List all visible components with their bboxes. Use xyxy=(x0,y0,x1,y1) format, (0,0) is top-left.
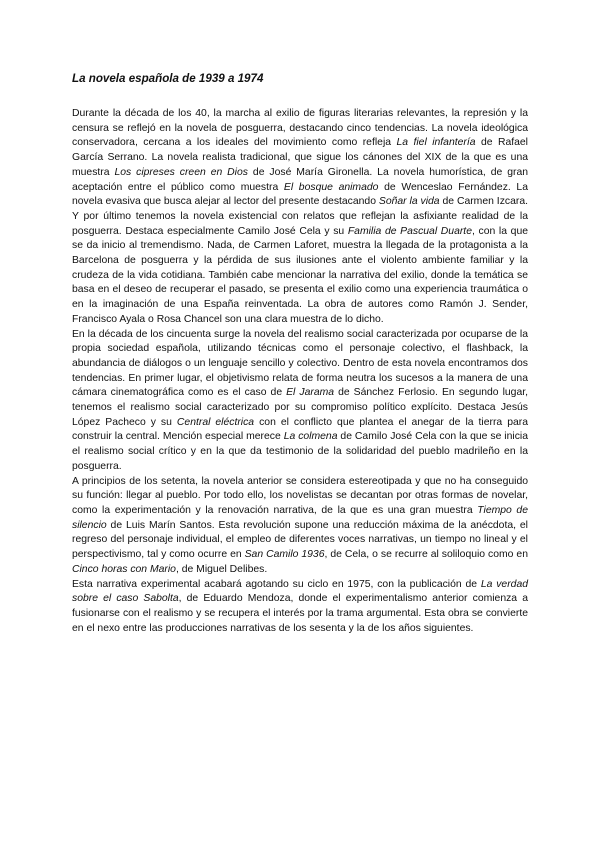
work-title: Los cipreses creen en Dios xyxy=(114,166,248,178)
paragraph xyxy=(72,328,528,475)
work-title: San Camilo 1936 xyxy=(244,549,325,561)
work-title: La fiel infantería xyxy=(396,137,476,149)
paragraph xyxy=(72,578,528,637)
text-run: , de Eduardo Mendoza, donde el experimentalismo anterior comienza a fusionarse con el realismo y se recupera el interés por la trama argumental. Esta obra se convierte en el nexo entre las producciones narrativas de los sesenta y la de los años siguientes. xyxy=(72,593,528,634)
text-run: , de Cela, o se recurre al soliloquio como en xyxy=(324,549,528,561)
work-title: El bosque animado xyxy=(283,181,379,193)
paragraph xyxy=(72,475,528,578)
text-run: Esta narrativa experimental acabará agotando su ciclo en 1975, con la publicación de xyxy=(72,578,481,590)
text-run: de Carmen Izcara. Y por último tenemos la novela existencial con relatos que reflejan la asfixiante realidad de la posguerra. Destaca especialmente Camilo José Cela y su xyxy=(72,196,528,237)
work-title: Familia de Pascual Duarte xyxy=(347,225,472,237)
text-run: de Sánchez Ferlosio. En segundo lugar, tenemos el realismo social caracterizado por su compromiso político explícito. Destaca Jesús López Pacheco y su xyxy=(72,387,529,428)
text-run: de José María Gironella. La novela humorística, de gran aceptación entre el público como muestra xyxy=(72,166,529,193)
work-title: Tiempo de silencio xyxy=(72,504,528,531)
text-run: En la década de los cincuenta surge la novela del realismo social caracterizada por ocuparse de la propia sociedad española, utilizando técnicas como el personaje colectivo, el flashback, la abundancia de diálogos o un lenguaje sencillo y colectivo. Dentro de esta novela encontramos dos tendencias. En primer lugar, el objetivismo relata de forma neutra los sucesos a la manera de una cámara cinematográfica como es el caso de xyxy=(72,328,528,399)
work-title: Central eléctrica xyxy=(176,416,255,428)
work-title: La colmena xyxy=(283,431,338,443)
text-run: de Luis Marín Santos. Esta revolución supone una reducción máxima de la anécdota, el regreso del personaje individual, el empleo de diferentes voces narrativas, un tiempo no lineal y el perspectivismo, tal y como ocurre en xyxy=(72,519,528,561)
text-run: de Camilo José Cela con la que se inicia el realismo social crítico y en la que da testimonio de la solidaridad del pueblo madrileño en la posguerra. xyxy=(72,431,528,472)
work-title: Cinco horas con Mario xyxy=(72,563,176,575)
text-run: Durante la década de los 40, la marcha al exilio de figuras literarias relevantes, la represión y la censura se reflejó en la novela de posguerra, destacando cinco tendencias. La novela ideológica conservadora, cercana a los ideales del movimiento como refleja xyxy=(72,108,528,149)
text-run: , con la que se da inicio al tremendismo. Nada, de Carmen Laforet, muestra la llegada de la protagonista a la Barcelona de posguerra y la pérdida de sus ilusiones ante el violento ambiente familiar y la crudeza de la vida cotidiana. También cabe mencionar la narrativa del exilio, donde la temática se basa en el deseo de recuperar el pasado, se presenta el exilio como una experiencia traumática o en la imaginación de una España reinventada. La obra de autores como Ramón J. Sender, Francisco Ayala o Rosa Chancel son una clara muestra de lo dicho. xyxy=(72,225,528,325)
work-title: Soñar la vida xyxy=(378,196,440,208)
work-title: La verdad sobre el caso Sabolta xyxy=(72,578,528,605)
text-run: de Wenceslao Fernández. La novela evasiva que busca alejar al lector del presente destacando xyxy=(72,181,528,208)
text-run: con el conflicto que plantea el anegar de la tierra para construir la central. Mención especial merece xyxy=(72,416,528,443)
paragraph xyxy=(72,107,528,328)
text-run: , de Miguel Delibes. xyxy=(175,563,268,575)
document-body xyxy=(72,107,528,636)
text-run: A principios de los setenta, la novela anterior se considera estereotipada y que no ha conseguido su función: llegar al pueblo. Por todo ello, los novelistas se decantan por otras formas de novelar, como la experimentación y la renovación narrativa, de la que es una gran muestra xyxy=(72,475,528,516)
text-run: de Rafael García Serrano. La novela realista tradicional, que sigue los cánones del XIX de la que es una muestra xyxy=(72,137,528,178)
document-title: La novela española de 1939 a 1974 xyxy=(72,72,264,85)
work-title: El Jarama xyxy=(286,387,335,399)
